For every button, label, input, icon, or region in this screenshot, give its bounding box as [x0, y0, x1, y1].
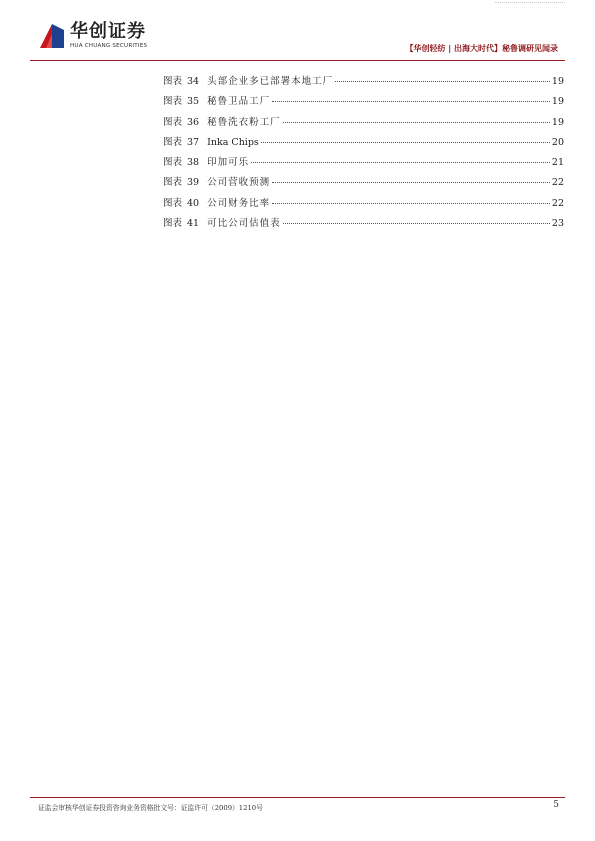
toc-entry-title: 公司营收预测	[207, 177, 271, 189]
toc-entry[interactable]	[163, 137, 564, 157]
header-divider	[30, 60, 565, 61]
toc-entry-page: 22	[551, 177, 564, 189]
toc-entry[interactable]	[163, 117, 564, 137]
toc-entry-label: 图表	[163, 96, 183, 108]
toc-entry-title: 秘鲁卫品工厂	[207, 96, 271, 108]
page-number: 5	[553, 800, 559, 810]
toc-leader-dots	[283, 223, 550, 224]
toc-entry-page: 19	[551, 96, 564, 108]
toc-entry-label: 图表	[163, 136, 183, 148]
toc-entry-page: 23	[551, 218, 564, 230]
toc-entry[interactable]	[163, 157, 564, 177]
toc-entry-label: 图表	[163, 76, 183, 87]
toc-entry-label: 图表	[163, 218, 183, 230]
toc-entry-number: 39	[187, 177, 200, 189]
figure-list	[163, 76, 564, 238]
toc-entry-title: 秘鲁洗衣粉工厂	[207, 116, 281, 128]
toc-leader-dots	[272, 203, 550, 204]
toc-entry-title: 印加可乐	[207, 157, 250, 169]
toc-leader-dots	[251, 162, 550, 163]
toc-entry-number: 34	[187, 76, 200, 87]
toc-entry-label: 图表	[163, 116, 183, 128]
toc-entry-label: 图表	[163, 157, 183, 169]
toc-entry-number: 37	[187, 136, 200, 148]
toc-entry-page: 19	[551, 76, 564, 87]
footer-license-text: 证监会审核华创证券投资咨询业务资格批文号：证监许可（2009）1210号	[38, 804, 263, 812]
toc-entry-page: 22	[551, 197, 564, 209]
toc-leader-dots	[261, 142, 550, 143]
toc-entry[interactable]	[163, 96, 564, 116]
logo-mark-icon	[38, 22, 66, 50]
toc-entry-number: 36	[187, 116, 200, 128]
toc-entry-label: 图表	[163, 197, 183, 209]
toc-entry-number: 41	[187, 218, 200, 230]
toc-entry-label: 图表	[163, 177, 183, 189]
toc-entry-number: 38	[187, 157, 200, 169]
toc-leader-dots	[272, 182, 550, 183]
toc-entry[interactable]	[163, 198, 564, 218]
toc-entry-number: 40	[187, 197, 200, 209]
toc-entry-page: 19	[551, 116, 564, 128]
toc-entry-page: 20	[551, 136, 564, 148]
toc-entry-title: 可比公司估值表	[207, 218, 281, 230]
logo-chinese-name: 华创证券	[70, 21, 146, 42]
toc-entry-title: 公司财务比率	[207, 197, 271, 209]
report-title: 【华创轻纺 | 出海大时代】秘鲁调研见闻录	[405, 44, 558, 53]
top-edge-mark	[495, 2, 565, 3]
toc-leader-dots	[283, 122, 550, 123]
toc-entry[interactable]	[163, 76, 564, 96]
toc-entry-title: Inka Chips	[207, 136, 259, 148]
toc-entry[interactable]	[163, 218, 564, 238]
toc-leader-dots	[272, 101, 550, 102]
toc-entry[interactable]	[163, 177, 564, 197]
toc-entry-title: 头部企业多已部署本地工厂	[207, 76, 334, 87]
logo-english-name: HUA CHUANG SECURITIES	[70, 43, 148, 49]
toc-entry-number: 35	[187, 96, 200, 108]
toc-leader-dots	[335, 81, 550, 82]
toc-entry-page: 21	[551, 157, 564, 169]
company-logo	[38, 22, 166, 52]
footer-divider	[30, 797, 565, 798]
